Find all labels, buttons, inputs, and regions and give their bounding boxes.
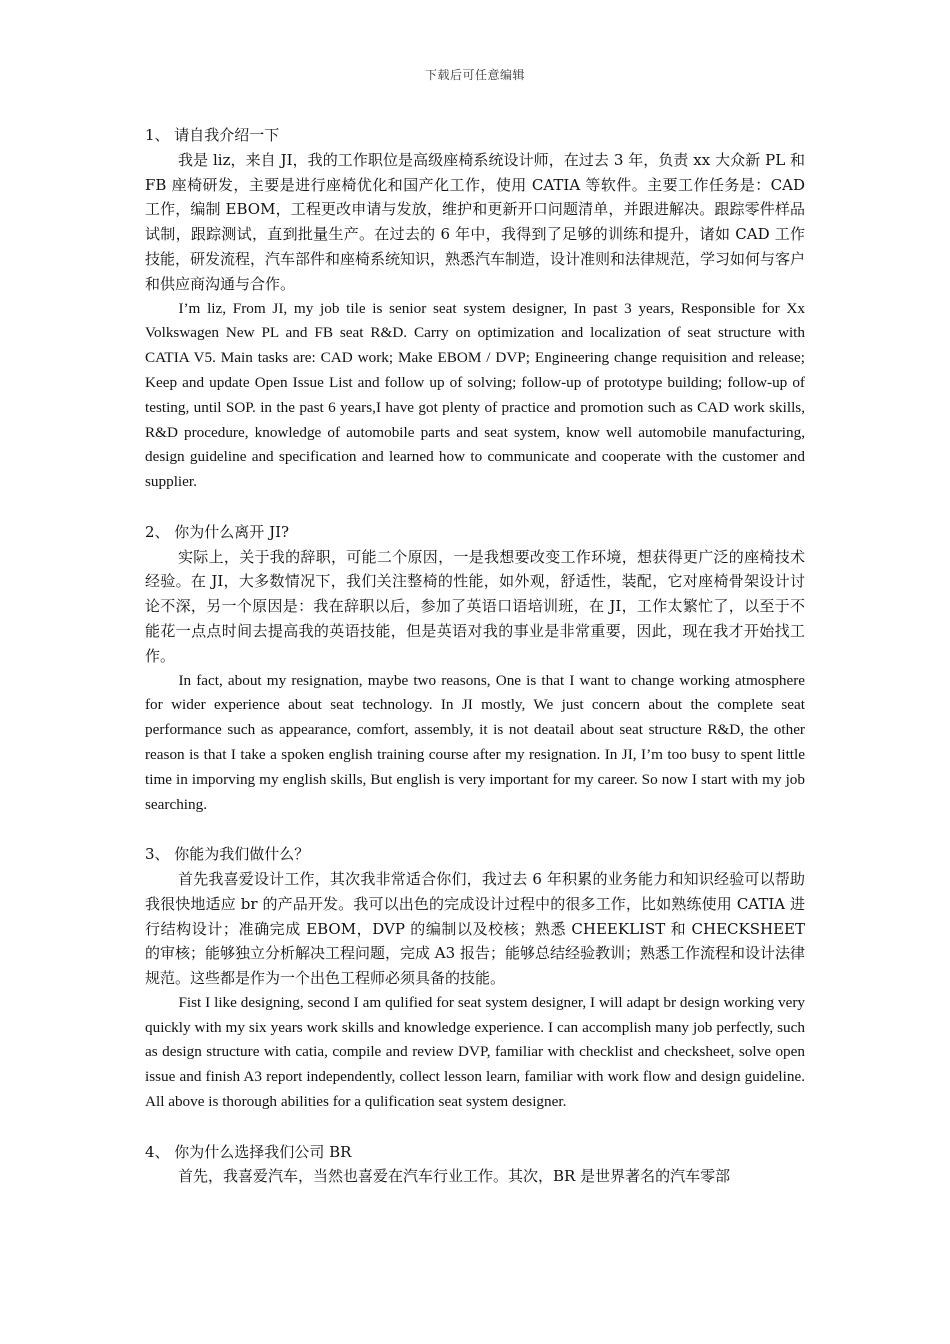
answer-english: Fist I like designing, second I am qulified for seat system designer, I will adapt br design working very quickly with my six years work skills and knowledge experience. I can accomplish many job perfectly, such as design structure with catia, compile and review DVP, familiar with checklist and checksheet, solve open issue and finish A3 report independently, collect lesson learn, familiar with work flow and design guideline. All above is thorough abilities for a qulification seat system designer.	[145, 993, 805, 1111]
section-self-introduction	[145, 123, 805, 495]
question-heading: 1、 请自我介绍一下	[145, 126, 280, 144]
question-heading: 2、 你为什么离开 JI?	[145, 522, 290, 541]
section-why-choose-br	[145, 1140, 805, 1190]
answer-chinese: 首先我喜爱设计工作，其次我非常适合你们，我过去 6 年积累的业务能力和知识经验可以帮助我很快地适应 br 的产品开发。我可以出色的完成设计过程中的很多工作，比如熟练使用 CATIA 进行结构设计；准确完成 EBOM，DVP 的编制以及校核；熟悉 CHEEKLIST 和 CHECKSHEET 的审核；能够独立分析解决工程问题，完成 A3 报告；能够总结经验教训；熟悉工作流程和设计法律规范。这些都是作为一个出色工程师必须具备的技能。	[145, 869, 805, 988]
question-heading: 3、 你能为我们做什么？	[145, 845, 310, 864]
section-spacer	[145, 817, 805, 842]
section-why-leave	[145, 520, 805, 818]
answer-chinese: 实际上，关于我的辞职，可能二个原因，一是我想要改变工作环境，想获得更广泛的座椅技术经验。在 JI，大多数情况下，我们关注整椅的性能，如外观，舒适性，装配，它对座椅骨架设计讨论不深，另一个原因是：我在辞职以后，参加了英语口语培训班，在 JI，工作太繁忙了，以至于不能花一点点时间去提高我的英语技能，但是英语对我的事业是非常重要，因此，现在我才开始找工作。	[145, 547, 805, 665]
section-what-can-you-do	[145, 842, 805, 1115]
document-body	[145, 123, 805, 1189]
answer-chinese: 首先，我喜爱汽车，当然也喜爱在汽车行业工作。其次，BR 是世界著名的汽车零部	[178, 1167, 731, 1186]
page-header: 下载后可任意编辑	[424, 68, 525, 82]
question-heading: 4、 你为什么选择我们公司 BR	[145, 1142, 352, 1161]
answer-english: In fact, about my resignation, maybe two reasons, One is that I want to change working atmosphere for wider experience about seat technology. In JI mostly, We just concern about the complete seat performance such as appearance, comfort, assembly, it is not deatail about seat structure R&D, the other reason is that I take a spoken english training course after my resignation. In JI, I’m too busy to spent little time in imporving my english skills, But english is very important for my career. So now I start with my job searching.	[145, 671, 805, 813]
section-spacer	[145, 495, 805, 520]
answer-english: I’m liz, From JI, my job tile is senior seat system designer, In past 3 years, Responsible for Xx Volkswagen New PL and FB seat R&D. Carry on optimization and localization of seat structure with CATIA V5. Main tasks are: CAD work; Make EBOM / DVP; Engineering change requisition and release; Keep and update Open Issue List and follow up of solving; follow-up of prototype building; follow-up of testing, until SOP. in the past 6 years,I have got plenty of practice and promotion such as CAD work skills, R&D procedure, knowledge of automobile parts and seat system, know well automobile manufacturing, design guideline and specification and learned how to communicate and cooperate with the customer and supplier.	[145, 299, 805, 491]
section-spacer	[145, 1115, 805, 1140]
answer-chinese: 我是 liz，来自 JI，我的工作职位是高级座椅系统设计师，在过去 3 年，负责 xx 大众新 PL 和 FB 座椅研发，主要是进行座椅优化和国产化工作，使用 CATIA 等软件。主要工作任务是：CAD 工作，编制 EBOM，工程更改申请与发放，维护和更新开口问题清单，并跟进解决。跟踪零件样品试制，跟踪测试，直到批量生产。在过去的 6 年中，我得到了足够的训练和提升，诸如 CAD 工作技能，研发流程，汽车部件和座椅系统知识，熟悉汽车制造，设计准则和法律规范，学习如何与客户和供应商沟通与合作。	[145, 150, 806, 293]
